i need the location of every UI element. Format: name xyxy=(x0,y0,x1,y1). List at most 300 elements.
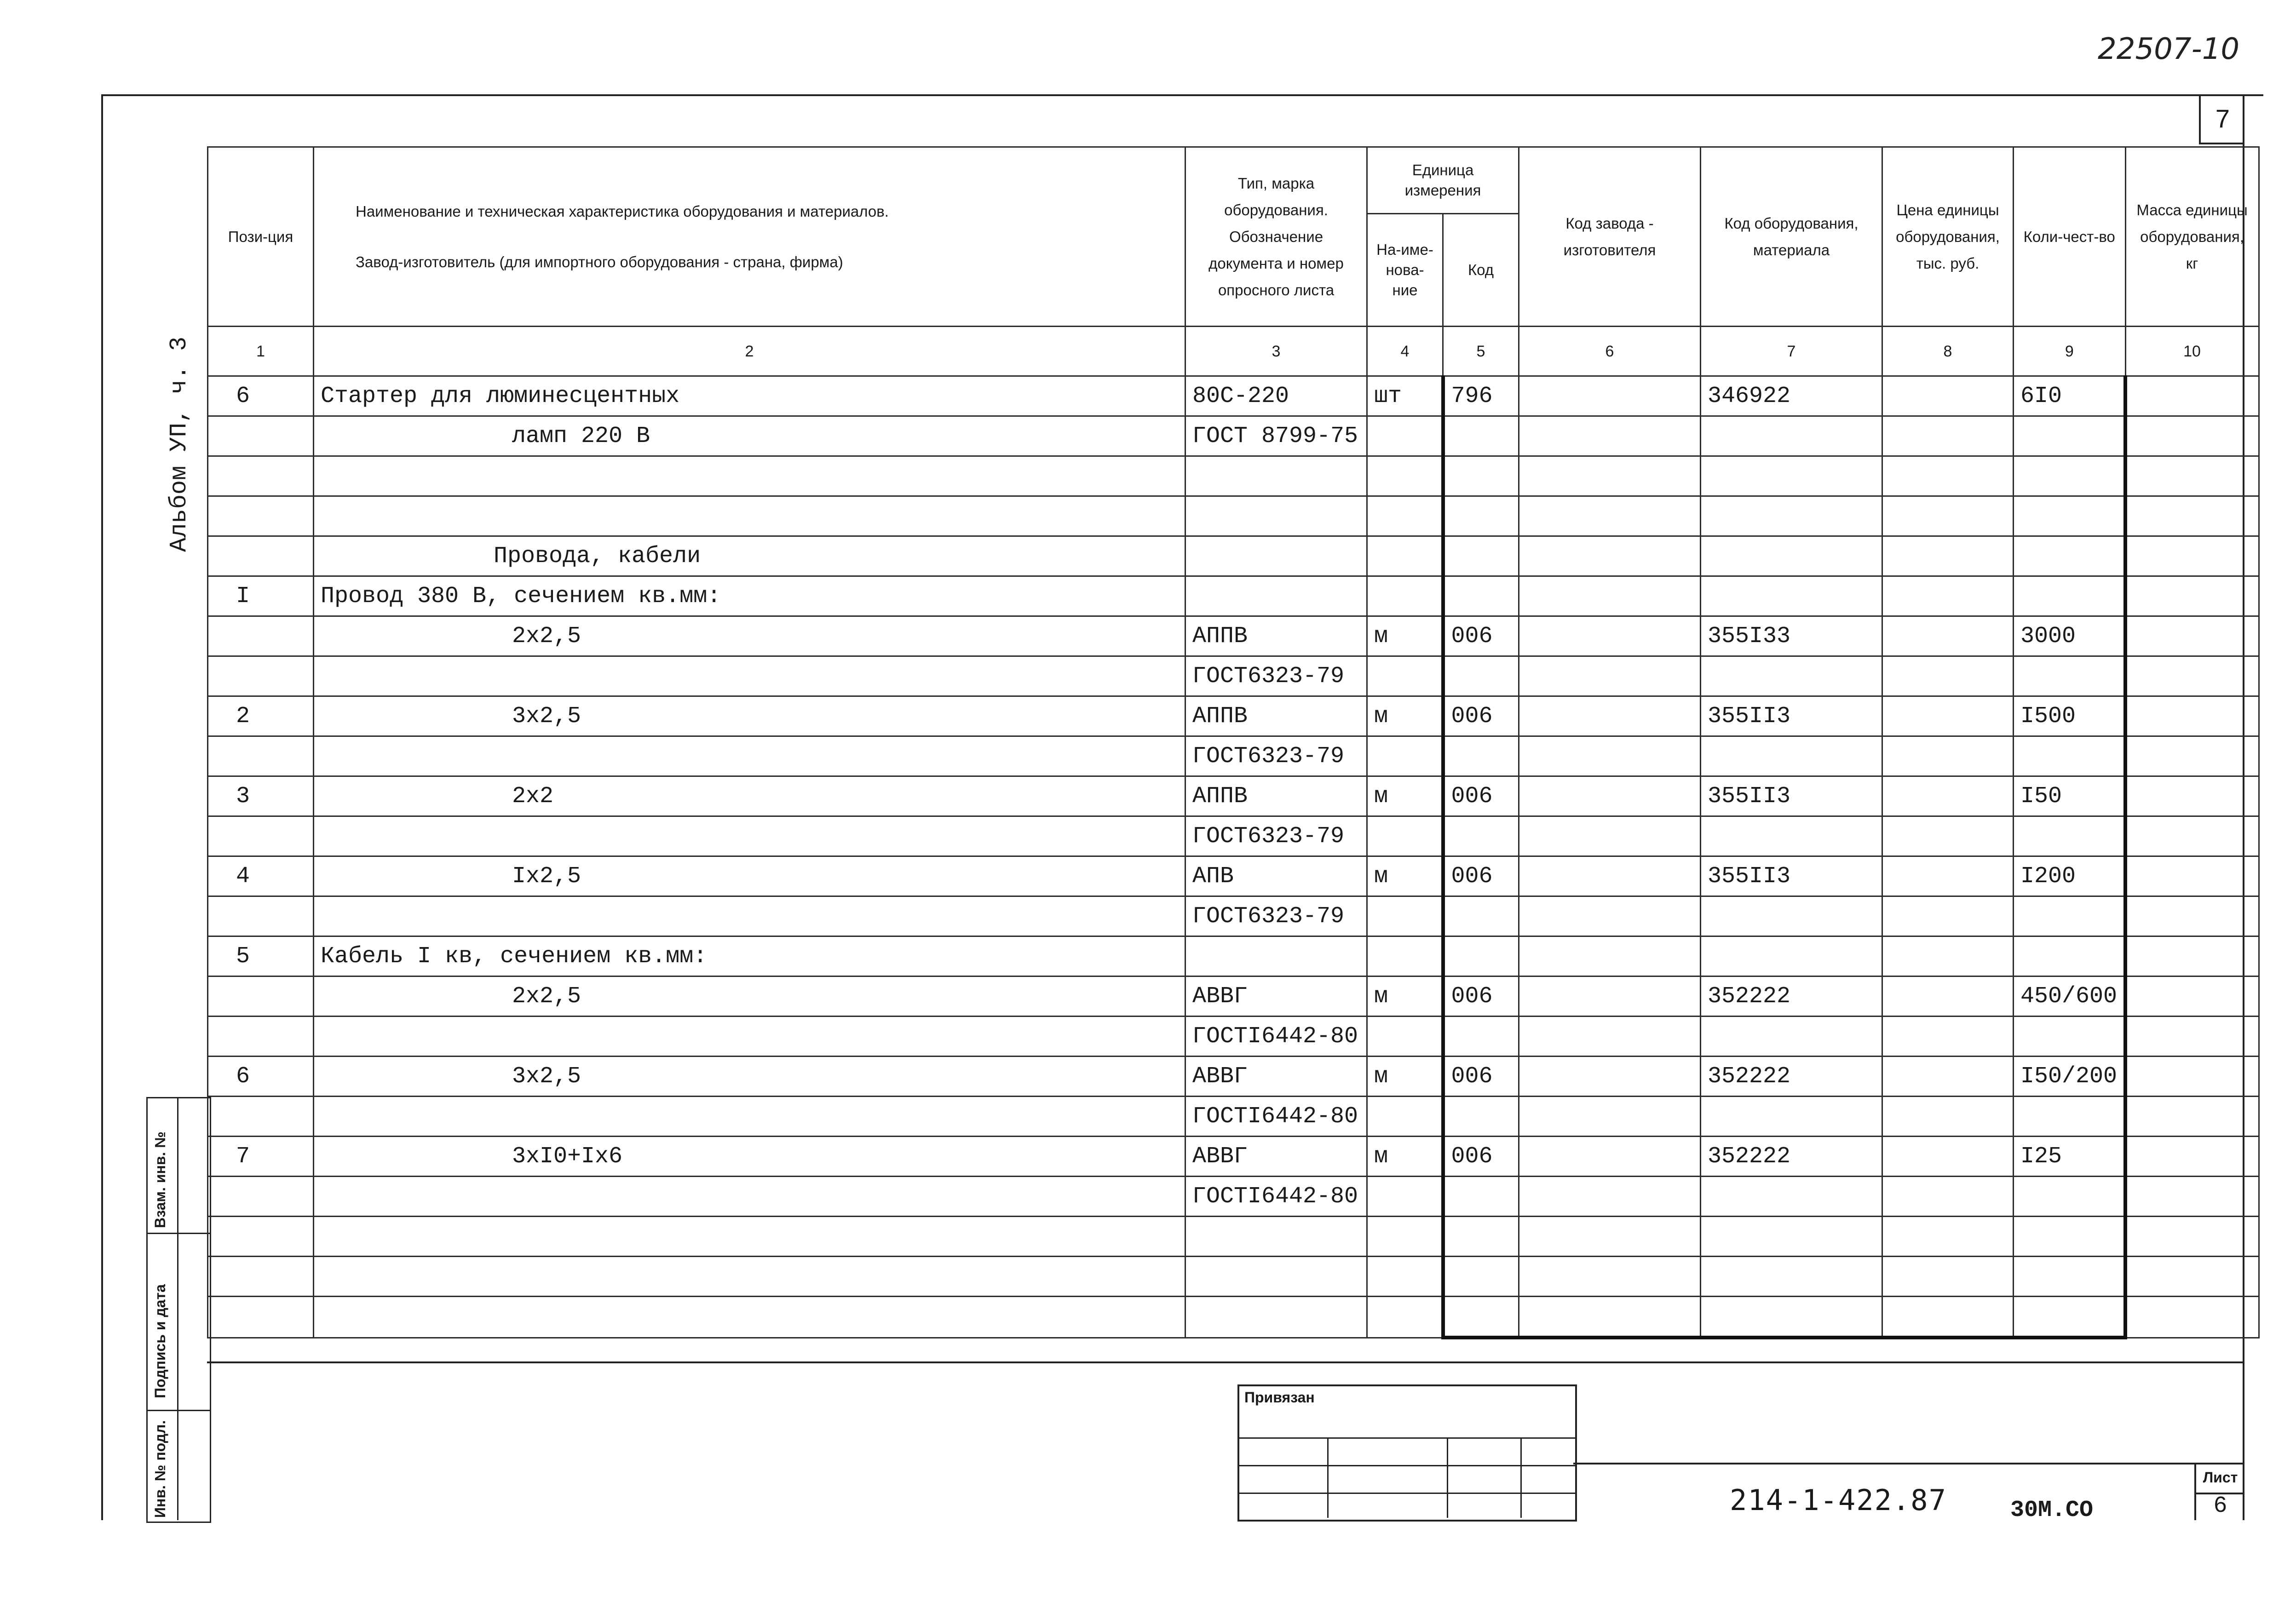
row-maker-code xyxy=(1519,576,1701,616)
row-material-code: 352222 xyxy=(1701,976,1882,1016)
row-maker-code xyxy=(1519,1297,1701,1338)
row-mass xyxy=(2125,1177,2259,1217)
row-material-code xyxy=(1701,536,1882,576)
sheet-index-top: 7 xyxy=(2199,94,2244,144)
row-name: 3х2,5 xyxy=(314,1057,1185,1097)
row-type xyxy=(1185,496,1367,536)
row-name: 3хI0+Iх6 xyxy=(314,1137,1185,1177)
row-unit xyxy=(1367,1097,1443,1137)
row-material-code: 352222 xyxy=(1701,1057,1882,1097)
row-quantity: 450/600 xyxy=(2014,976,2126,1016)
header-name-line1: Наименование и техническая характеристика оборудования и материалов. xyxy=(356,202,889,220)
table-row xyxy=(208,736,2259,776)
row-maker-code xyxy=(1519,776,1701,816)
table-row xyxy=(208,656,2259,696)
row-code: 006 xyxy=(1443,1137,1519,1177)
header-unit-code: Код xyxy=(1443,214,1519,327)
col-number-10: 10 xyxy=(2125,327,2259,376)
row-unit xyxy=(1367,896,1443,936)
row-maker-code xyxy=(1519,656,1701,696)
row-code xyxy=(1443,1257,1519,1297)
row-material-code xyxy=(1701,1097,1882,1137)
row-unit: м xyxy=(1367,1057,1443,1097)
row-maker-code xyxy=(1519,936,1701,976)
row-mass xyxy=(2125,1257,2259,1297)
row-code: 006 xyxy=(1443,856,1519,896)
row-unit: м xyxy=(1367,1137,1443,1177)
row-material-code: 355II3 xyxy=(1701,696,1882,736)
row-mass xyxy=(2125,696,2259,736)
row-quantity: 3000 xyxy=(2014,616,2126,656)
row-quantity xyxy=(2014,456,2126,496)
row-position: 6 xyxy=(208,1057,314,1097)
header-quantity: Коли-чест-во xyxy=(2014,147,2126,327)
specification-table xyxy=(207,146,2260,1339)
row-position xyxy=(208,816,314,856)
row-price xyxy=(1882,816,2014,856)
row-quantity xyxy=(2014,896,2126,936)
row-type: АППВ xyxy=(1185,696,1367,736)
table-row xyxy=(208,936,2259,976)
row-code xyxy=(1443,816,1519,856)
row-maker-code xyxy=(1519,1016,1701,1057)
row-type: АППВ xyxy=(1185,616,1367,656)
row-price xyxy=(1882,896,2014,936)
stamp-hline-2 xyxy=(1237,1465,1575,1466)
row-unit xyxy=(1367,416,1443,456)
archive-number: 22507-10 xyxy=(2098,32,2240,66)
stamp-vline-3 xyxy=(1520,1437,1522,1518)
row-maker-code xyxy=(1519,616,1701,656)
header-maker-code: Код завода - изготовителя xyxy=(1519,147,1701,327)
row-unit xyxy=(1367,1177,1443,1217)
row-quantity xyxy=(2014,1257,2126,1297)
row-maker-code xyxy=(1519,1257,1701,1297)
row-mass xyxy=(2125,536,2259,576)
row-price xyxy=(1882,1297,2014,1338)
row-quantity xyxy=(2014,1097,2126,1137)
table-row xyxy=(208,1257,2259,1297)
row-material-code: 355II3 xyxy=(1701,776,1882,816)
row-price xyxy=(1882,1057,2014,1097)
row-material-code xyxy=(1701,576,1882,616)
row-material-code xyxy=(1701,1016,1882,1057)
row-mass xyxy=(2125,1297,2259,1338)
row-material-code xyxy=(1701,456,1882,496)
sheet-number: 6 xyxy=(2194,1493,2244,1520)
row-maker-code xyxy=(1519,456,1701,496)
row-quantity: 6I0 xyxy=(2014,376,2126,416)
row-mass xyxy=(2125,1057,2259,1097)
row-mass xyxy=(2125,1217,2259,1257)
row-maker-code xyxy=(1519,1057,1701,1097)
row-type: АВВГ xyxy=(1185,1137,1367,1177)
side-stamp-inv: Взам. инв. № xyxy=(152,1131,168,1228)
row-unit xyxy=(1367,536,1443,576)
row-type xyxy=(1185,936,1367,976)
row-quantity xyxy=(2014,816,2126,856)
row-position: 3 xyxy=(208,776,314,816)
row-mass xyxy=(2125,856,2259,896)
row-position xyxy=(208,896,314,936)
row-mass xyxy=(2125,736,2259,776)
document-suffix: 30М.СО xyxy=(2010,1497,2094,1523)
row-price xyxy=(1882,496,2014,536)
row-mass xyxy=(2125,656,2259,696)
row-mass xyxy=(2125,456,2259,496)
row-quantity: I500 xyxy=(2014,696,2126,736)
row-name xyxy=(314,1177,1185,1217)
row-maker-code xyxy=(1519,696,1701,736)
row-unit xyxy=(1367,1016,1443,1057)
row-mass xyxy=(2125,816,2259,856)
row-code xyxy=(1443,1177,1519,1217)
row-quantity xyxy=(2014,1016,2126,1057)
stamp-hline-3 xyxy=(1237,1493,1575,1494)
row-price xyxy=(1882,1097,2014,1137)
row-quantity: I25 xyxy=(2014,1137,2126,1177)
row-price xyxy=(1882,536,2014,576)
row-material-code xyxy=(1701,736,1882,776)
row-name xyxy=(314,456,1185,496)
row-price xyxy=(1882,976,2014,1016)
row-unit: м xyxy=(1367,616,1443,656)
frame-left-line xyxy=(101,94,103,1520)
table-row xyxy=(208,416,2259,456)
table-row xyxy=(208,576,2259,616)
table-row xyxy=(208,1057,2259,1097)
row-material-code xyxy=(1701,1257,1882,1297)
row-material-code xyxy=(1701,816,1882,856)
header-type: Тип, марка оборудования. Обозначение документа и номер опросного листа xyxy=(1185,147,1367,327)
row-position: 5 xyxy=(208,936,314,976)
row-mass xyxy=(2125,616,2259,656)
row-type xyxy=(1185,1217,1367,1257)
row-material-code xyxy=(1701,416,1882,456)
row-name xyxy=(314,1097,1185,1137)
row-position xyxy=(208,536,314,576)
header-unit: Единица измерения xyxy=(1367,147,1519,214)
table-row xyxy=(208,1217,2259,1257)
row-price xyxy=(1882,656,2014,696)
table-row xyxy=(208,496,2259,536)
row-maker-code xyxy=(1519,1217,1701,1257)
row-maker-code xyxy=(1519,896,1701,936)
row-price xyxy=(1882,416,2014,456)
table-row xyxy=(208,1097,2259,1137)
row-mass xyxy=(2125,376,2259,416)
row-material-code: 346922 xyxy=(1701,376,1882,416)
row-material-code xyxy=(1701,936,1882,976)
stamp-vline-1 xyxy=(1327,1437,1329,1518)
row-type: ГОСТ6323-79 xyxy=(1185,816,1367,856)
row-unit: м xyxy=(1367,696,1443,736)
row-code xyxy=(1443,416,1519,456)
row-code xyxy=(1443,736,1519,776)
row-name xyxy=(314,1297,1185,1338)
side-stamp-sign: Подпись и дата xyxy=(152,1284,168,1398)
col-number-9: 9 xyxy=(2014,327,2126,376)
row-name: Iх2,5 xyxy=(314,856,1185,896)
row-position xyxy=(208,1257,314,1297)
row-price xyxy=(1882,1217,2014,1257)
header-name xyxy=(314,147,1185,327)
row-unit xyxy=(1367,936,1443,976)
col-number-3: 3 xyxy=(1185,327,1367,376)
row-position: I xyxy=(208,576,314,616)
row-price xyxy=(1882,856,2014,896)
header-mass: Масса единицы оборудования, кг xyxy=(2125,147,2259,327)
row-maker-code xyxy=(1519,1097,1701,1137)
row-position xyxy=(208,976,314,1016)
row-position xyxy=(208,496,314,536)
row-position xyxy=(208,736,314,776)
row-unit xyxy=(1367,1257,1443,1297)
table-row xyxy=(208,1177,2259,1217)
row-code: 006 xyxy=(1443,616,1519,656)
row-unit xyxy=(1367,1217,1443,1257)
row-price xyxy=(1882,1137,2014,1177)
col-number-2: 2 xyxy=(314,327,1185,376)
row-type: ГОСТ6323-79 xyxy=(1185,736,1367,776)
table-row xyxy=(208,976,2259,1016)
row-code: 006 xyxy=(1443,1057,1519,1097)
row-price xyxy=(1882,576,2014,616)
row-material-code: 355I33 xyxy=(1701,616,1882,656)
row-name: Провода, кабели xyxy=(314,536,1185,576)
row-type: ГОСТI6442-80 xyxy=(1185,1177,1367,1217)
row-position xyxy=(208,1297,314,1338)
row-mass xyxy=(2125,896,2259,936)
frame-top-line xyxy=(101,94,2263,96)
row-code xyxy=(1443,496,1519,536)
table-row xyxy=(208,696,2259,736)
row-unit: м xyxy=(1367,856,1443,896)
row-price xyxy=(1882,456,2014,496)
table-row xyxy=(208,536,2259,576)
header-material-code: Код оборудования, материала xyxy=(1701,147,1882,327)
row-material-code xyxy=(1701,896,1882,936)
row-code xyxy=(1443,1097,1519,1137)
row-quantity: I50 xyxy=(2014,776,2126,816)
row-code: 006 xyxy=(1443,776,1519,816)
row-name: Кабель I кв, сечением кв.мм: xyxy=(314,936,1185,976)
row-name: 3х2,5 xyxy=(314,696,1185,736)
table-row xyxy=(208,456,2259,496)
row-unit xyxy=(1367,816,1443,856)
table-row xyxy=(208,376,2259,416)
row-type: АВВГ xyxy=(1185,1057,1367,1097)
row-unit xyxy=(1367,656,1443,696)
row-quantity: I50/200 xyxy=(2014,1057,2126,1097)
row-name xyxy=(314,1016,1185,1057)
row-mass xyxy=(2125,1097,2259,1137)
row-code: 006 xyxy=(1443,976,1519,1016)
row-mass xyxy=(2125,576,2259,616)
row-quantity xyxy=(2014,576,2126,616)
row-price xyxy=(1882,1016,2014,1057)
stamp-long-line xyxy=(1573,1463,2243,1464)
row-price xyxy=(1882,616,2014,656)
row-name: 2х2,5 xyxy=(314,976,1185,1016)
row-position xyxy=(208,1177,314,1217)
row-price xyxy=(1882,1257,2014,1297)
row-unit: м xyxy=(1367,976,1443,1016)
row-code xyxy=(1443,576,1519,616)
row-type: ГОСТ6323-79 xyxy=(1185,656,1367,696)
row-position xyxy=(208,456,314,496)
row-name xyxy=(314,736,1185,776)
row-position: 2 xyxy=(208,696,314,736)
row-code xyxy=(1443,936,1519,976)
table-row xyxy=(208,1137,2259,1177)
row-code xyxy=(1443,656,1519,696)
col-number-4: 4 xyxy=(1367,327,1443,376)
row-name xyxy=(314,656,1185,696)
stamp-hline-1 xyxy=(1237,1437,1575,1439)
album-label: Альбом УП, ч. 3 xyxy=(166,336,193,552)
row-maker-code xyxy=(1519,1137,1701,1177)
row-code: 006 xyxy=(1443,696,1519,736)
row-material-code xyxy=(1701,1297,1882,1338)
row-position: 4 xyxy=(208,856,314,896)
row-mass xyxy=(2125,776,2259,816)
row-unit xyxy=(1367,456,1443,496)
col-number-7: 7 xyxy=(1701,327,1882,376)
row-maker-code xyxy=(1519,416,1701,456)
row-type xyxy=(1185,576,1367,616)
table-row xyxy=(208,896,2259,936)
side-stamp-vdivider xyxy=(177,1097,178,1520)
header-name-line2: Завод-изготовитель (для импортного оборудования - страна, фирма) xyxy=(356,253,843,270)
row-unit: м xyxy=(1367,776,1443,816)
row-type: АВВГ xyxy=(1185,976,1367,1016)
header-position: Пози-ция xyxy=(208,147,314,327)
row-code xyxy=(1443,536,1519,576)
table-row xyxy=(208,1016,2259,1057)
row-quantity xyxy=(2014,1217,2126,1257)
row-name: 2х2 xyxy=(314,776,1185,816)
row-position xyxy=(208,1097,314,1137)
row-price xyxy=(1882,936,2014,976)
row-quantity xyxy=(2014,536,2126,576)
row-quantity: I200 xyxy=(2014,856,2126,896)
stamp-vline-2 xyxy=(1447,1437,1448,1518)
row-position: 7 xyxy=(208,1137,314,1177)
row-mass xyxy=(2125,936,2259,976)
row-material-code xyxy=(1701,496,1882,536)
row-quantity xyxy=(2014,416,2126,456)
row-unit xyxy=(1367,576,1443,616)
table-row xyxy=(208,776,2259,816)
header-numbers-row xyxy=(208,327,2259,376)
row-material-code: 352222 xyxy=(1701,1137,1882,1177)
row-code xyxy=(1443,1297,1519,1338)
row-unit: шт xyxy=(1367,376,1443,416)
row-material-code xyxy=(1701,1217,1882,1257)
row-mass xyxy=(2125,976,2259,1016)
row-quantity xyxy=(2014,736,2126,776)
row-quantity xyxy=(2014,496,2126,536)
row-price xyxy=(1882,376,2014,416)
row-type: 80С-220 xyxy=(1185,376,1367,416)
row-maker-code xyxy=(1519,376,1701,416)
header-unit-name: На-име-нова-ние xyxy=(1367,214,1443,327)
row-code xyxy=(1443,456,1519,496)
row-maker-code xyxy=(1519,536,1701,576)
row-price xyxy=(1882,736,2014,776)
row-position xyxy=(208,656,314,696)
row-quantity xyxy=(2014,936,2126,976)
row-name: Стартер для люминесцентных xyxy=(314,376,1185,416)
stamp-privyazan: Привязан xyxy=(1244,1389,1315,1406)
row-name: ламп 220 В xyxy=(314,416,1185,456)
row-code xyxy=(1443,1016,1519,1057)
row-position xyxy=(208,416,314,456)
col-number-8: 8 xyxy=(1882,327,2014,376)
row-type: АПВ xyxy=(1185,856,1367,896)
row-maker-code xyxy=(1519,976,1701,1016)
table-row xyxy=(208,1297,2259,1338)
row-type: ГОСТ6323-79 xyxy=(1185,896,1367,936)
row-type: АППВ xyxy=(1185,776,1367,816)
row-position xyxy=(208,616,314,656)
row-name xyxy=(314,816,1185,856)
row-name xyxy=(314,496,1185,536)
row-quantity xyxy=(2014,1177,2126,1217)
row-name: Провод 380 В, сечением кв.мм: xyxy=(314,576,1185,616)
row-mass xyxy=(2125,496,2259,536)
row-name xyxy=(314,1257,1185,1297)
row-name: 2х2,5 xyxy=(314,616,1185,656)
row-material-code xyxy=(1701,656,1882,696)
row-unit xyxy=(1367,1297,1443,1338)
row-mass xyxy=(2125,1016,2259,1057)
bottom-frame-line xyxy=(207,1361,2243,1363)
row-quantity xyxy=(2014,1297,2126,1338)
row-type xyxy=(1185,1257,1367,1297)
row-code xyxy=(1443,896,1519,936)
row-material-code xyxy=(1701,1177,1882,1217)
row-code: 796 xyxy=(1443,376,1519,416)
row-price xyxy=(1882,696,2014,736)
specification-body xyxy=(208,376,2259,1338)
row-unit xyxy=(1367,496,1443,536)
table-row xyxy=(208,856,2259,896)
table-row xyxy=(208,616,2259,656)
row-type: ГОСТI6442-80 xyxy=(1185,1016,1367,1057)
row-name xyxy=(314,1217,1185,1257)
row-maker-code xyxy=(1519,736,1701,776)
row-name xyxy=(314,896,1185,936)
row-quantity xyxy=(2014,656,2126,696)
row-unit xyxy=(1367,736,1443,776)
row-maker-code xyxy=(1519,856,1701,896)
row-mass xyxy=(2125,416,2259,456)
row-type xyxy=(1185,456,1367,496)
header-price: Цена единицы оборудования, тыс. руб. xyxy=(1882,147,2014,327)
row-price xyxy=(1882,776,2014,816)
row-type: ГОСТ 8799-75 xyxy=(1185,416,1367,456)
col-number-5: 5 xyxy=(1443,327,1519,376)
side-stamp-orig: Инв. № подл. xyxy=(152,1420,168,1518)
row-price xyxy=(1882,1177,2014,1217)
row-maker-code xyxy=(1519,496,1701,536)
row-type xyxy=(1185,536,1367,576)
row-type xyxy=(1185,1297,1367,1338)
row-material-code: 355II3 xyxy=(1701,856,1882,896)
row-maker-code xyxy=(1519,816,1701,856)
